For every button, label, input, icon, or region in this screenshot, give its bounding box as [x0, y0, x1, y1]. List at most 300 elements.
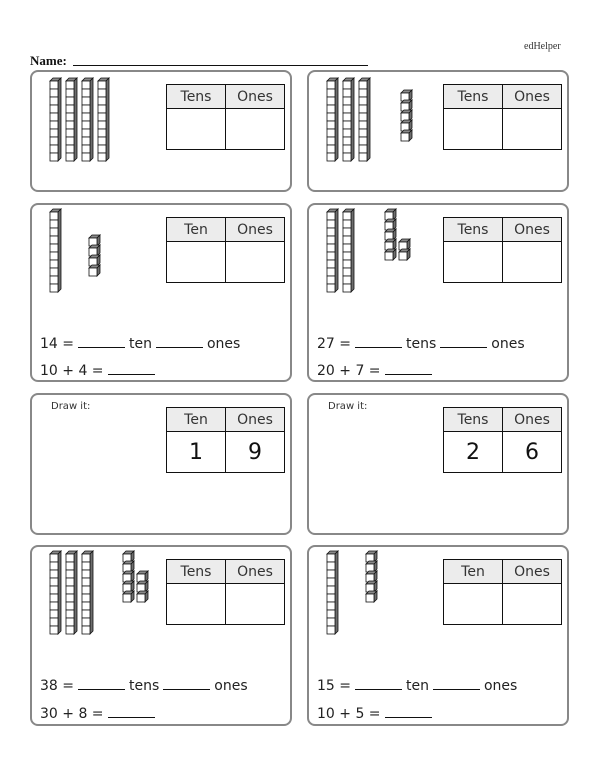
tens-blank[interactable]	[355, 688, 402, 690]
rod-unit	[50, 562, 58, 570]
ones-blank[interactable]	[156, 346, 203, 348]
ten-rod	[82, 551, 93, 634]
rod-unit	[98, 81, 106, 89]
rod-unit	[66, 97, 74, 105]
rod-unit	[327, 113, 335, 121]
rod-unit	[82, 570, 90, 578]
rod-unit	[343, 105, 351, 113]
ones-header: Ones	[226, 85, 285, 109]
ten-rod	[327, 78, 338, 161]
one-cube	[399, 249, 410, 260]
rod-unit	[343, 113, 351, 121]
ten-rod	[50, 551, 61, 634]
rod-unit	[50, 220, 58, 228]
rod-unit	[50, 228, 58, 236]
name-line[interactable]	[73, 65, 368, 66]
ones-value: 6	[503, 432, 562, 473]
rod-unit	[50, 268, 58, 276]
rod-unit	[50, 121, 58, 129]
rod-unit	[82, 610, 90, 618]
rod-unit	[66, 554, 74, 562]
ten-rod	[98, 78, 109, 161]
draw-it-label: Draw it:	[51, 401, 91, 412]
rod-unit	[50, 137, 58, 145]
one-cube	[401, 110, 412, 121]
ones-header: Ones	[503, 85, 562, 109]
tens-blank[interactable]	[78, 688, 125, 690]
ones-cell[interactable]	[503, 242, 562, 283]
base-ten-blocks	[32, 205, 172, 323]
draw-card-2	[307, 393, 569, 535]
one-cube	[401, 100, 412, 111]
one-cube	[123, 581, 134, 592]
rod-unit	[82, 137, 90, 145]
one-cube	[401, 130, 412, 141]
rod-unit	[343, 153, 351, 161]
rod-unit	[343, 97, 351, 105]
rod-unit	[327, 626, 335, 634]
sum-blank[interactable]	[108, 716, 155, 718]
one-cube	[399, 239, 410, 250]
ten-rod	[343, 209, 354, 292]
rod-unit	[359, 113, 367, 121]
rod-unit	[327, 570, 335, 578]
rod-unit	[50, 284, 58, 292]
rod-unit	[343, 121, 351, 129]
rod-unit	[82, 89, 90, 97]
one-cube	[137, 581, 148, 592]
ones-cell[interactable]	[226, 109, 285, 150]
place-value-table	[443, 217, 562, 283]
rod-unit	[50, 260, 58, 268]
rod-unit	[82, 81, 90, 89]
tens-cell[interactable]	[444, 242, 503, 283]
rod-unit	[327, 89, 335, 97]
one-cube	[401, 90, 412, 101]
rod-unit	[343, 244, 351, 252]
tens-value: 1	[167, 432, 226, 473]
rod-unit	[50, 570, 58, 578]
rod-unit	[66, 137, 74, 145]
tens-unit-label: tens	[129, 678, 160, 694]
ones-header: Ones	[226, 560, 285, 584]
rod-unit	[50, 586, 58, 594]
rod-unit	[327, 236, 335, 244]
ones-blank[interactable]	[440, 346, 487, 348]
brand-label: edHelper	[524, 41, 561, 52]
rod-unit	[327, 153, 335, 161]
rod-unit	[66, 626, 74, 634]
rod-side	[106, 78, 109, 161]
equation-line-2	[317, 706, 436, 722]
cube-front	[399, 252, 407, 260]
rod-unit	[343, 89, 351, 97]
one-cube	[385, 209, 396, 220]
rod-unit	[50, 97, 58, 105]
rod-unit	[98, 105, 106, 113]
tens-unit-label: tens	[406, 336, 437, 352]
place-value-table	[166, 559, 285, 625]
rod-unit	[327, 260, 335, 268]
rod-unit	[66, 113, 74, 121]
rod-unit	[343, 228, 351, 236]
rod-unit	[82, 586, 90, 594]
cube-front	[123, 594, 131, 602]
rod-unit	[82, 113, 90, 121]
rod-unit	[50, 89, 58, 97]
one-cube	[366, 571, 377, 582]
ones-blank[interactable]	[163, 688, 210, 690]
one-cube	[123, 571, 134, 582]
one-cube	[385, 239, 396, 250]
ten-rod	[66, 551, 77, 634]
place-value-table	[166, 407, 285, 473]
expanded-form-label: 10 + 5 =	[317, 706, 381, 722]
one-cube	[89, 255, 100, 266]
ones-unit-label: ones	[214, 678, 248, 694]
ones-header: Ones	[226, 408, 285, 432]
rod-unit	[50, 212, 58, 220]
drawing-area[interactable]	[36, 417, 161, 527]
ones-unit-label: ones	[491, 336, 525, 352]
tens-cell[interactable]	[167, 584, 226, 625]
one-cube	[366, 581, 377, 592]
rod-unit	[82, 97, 90, 105]
rod-side	[90, 78, 93, 161]
place-value-table	[443, 559, 562, 625]
cube-front	[401, 133, 409, 141]
place-value-table	[166, 84, 285, 150]
rod-unit	[98, 97, 106, 105]
rod-side	[74, 78, 77, 161]
base-ten-blocks	[309, 72, 449, 190]
rod-unit	[82, 121, 90, 129]
one-cube	[385, 249, 396, 260]
tens-header: Tens	[444, 85, 503, 109]
rod-unit	[66, 562, 74, 570]
rod-unit	[66, 570, 74, 578]
rod-unit	[343, 260, 351, 268]
tens-header: Tens	[444, 218, 503, 242]
rod-unit	[82, 618, 90, 626]
rod-side	[351, 78, 354, 161]
rod-unit	[327, 129, 335, 137]
rod-unit	[327, 81, 335, 89]
base-ten-blocks	[32, 72, 172, 190]
rod-unit	[327, 578, 335, 586]
ten-rod	[82, 78, 93, 161]
one-cube	[401, 120, 412, 131]
tens-header: Tens	[167, 560, 226, 584]
tens-unit-label: ten	[129, 336, 152, 352]
tens-header: Ten	[444, 560, 503, 584]
rod-unit	[66, 153, 74, 161]
rod-unit	[50, 554, 58, 562]
rod-unit	[82, 145, 90, 153]
rod-unit	[50, 236, 58, 244]
one-cube	[137, 571, 148, 582]
rod-unit	[343, 129, 351, 137]
tens-unit-label: ten	[406, 678, 429, 694]
one-cube	[366, 591, 377, 602]
rod-unit	[359, 153, 367, 161]
tens-value: 2	[444, 432, 503, 473]
cube-front	[366, 594, 374, 602]
one-cube	[89, 235, 100, 246]
equation-line-2	[40, 706, 159, 722]
rod-unit	[343, 81, 351, 89]
ones-blank[interactable]	[433, 688, 480, 690]
rod-unit	[98, 121, 106, 129]
rod-unit	[98, 113, 106, 121]
equation-line-1	[317, 336, 525, 352]
rod-unit	[327, 105, 335, 113]
tens-header: Tens	[167, 85, 226, 109]
equation-line-1	[317, 678, 517, 694]
problem-card-2	[307, 70, 569, 192]
rod-unit	[66, 602, 74, 610]
problem-card-5	[30, 545, 292, 726]
rod-unit	[82, 594, 90, 602]
ones-value: 9	[226, 432, 285, 473]
rod-unit	[359, 137, 367, 145]
rod-unit	[50, 153, 58, 161]
tens-blank[interactable]	[355, 346, 402, 348]
ten-rod	[343, 78, 354, 161]
rod-unit	[359, 89, 367, 97]
rod-unit	[343, 276, 351, 284]
sum-blank[interactable]	[385, 716, 432, 718]
ones-header: Ones	[226, 218, 285, 242]
rod-unit	[327, 212, 335, 220]
equation-line-2	[40, 363, 159, 379]
rod-unit	[359, 97, 367, 105]
rod-unit	[343, 145, 351, 153]
rod-side	[58, 209, 61, 292]
rod-unit	[343, 137, 351, 145]
draw-it-label: Draw it:	[328, 401, 368, 412]
one-cube	[385, 219, 396, 230]
ones-header: Ones	[503, 408, 562, 432]
ten-rod	[359, 78, 370, 161]
rod-unit	[50, 626, 58, 634]
rod-unit	[50, 105, 58, 113]
tens-cell[interactable]	[167, 242, 226, 283]
cube-front	[137, 594, 145, 602]
one-cube	[366, 561, 377, 572]
rod-unit	[50, 594, 58, 602]
rod-unit	[327, 276, 335, 284]
rod-unit	[327, 121, 335, 129]
problem-card-3	[30, 203, 292, 382]
rod-unit	[66, 578, 74, 586]
rod-unit	[50, 610, 58, 618]
tens-header: Tens	[444, 408, 503, 432]
base-ten-blocks	[32, 547, 172, 665]
number-label: 38 =	[40, 678, 74, 694]
rod-unit	[327, 610, 335, 618]
rod-unit	[327, 244, 335, 252]
cube-front	[89, 268, 97, 276]
one-cube	[123, 591, 134, 602]
rod-unit	[327, 554, 335, 562]
rod-side	[367, 78, 370, 161]
rod-unit	[359, 129, 367, 137]
tens-blank[interactable]	[78, 346, 125, 348]
rod-side	[335, 209, 338, 292]
rod-side	[58, 551, 61, 634]
rod-unit	[343, 212, 351, 220]
ten-rod	[66, 78, 77, 161]
rod-unit	[50, 602, 58, 610]
one-cube	[89, 245, 100, 256]
rod-side	[58, 78, 61, 161]
place-value-table	[166, 217, 285, 283]
ones-header: Ones	[503, 560, 562, 584]
ones-cell[interactable]	[503, 584, 562, 625]
rod-unit	[343, 252, 351, 260]
one-cube	[89, 265, 100, 276]
rod-unit	[98, 153, 106, 161]
rod-unit	[82, 153, 90, 161]
rod-unit	[359, 145, 367, 153]
rod-unit	[50, 244, 58, 252]
expanded-form-label: 30 + 8 =	[40, 706, 104, 722]
rod-unit	[359, 81, 367, 89]
rod-unit	[327, 228, 335, 236]
rod-unit	[327, 618, 335, 626]
rod-unit	[82, 105, 90, 113]
rod-side	[335, 78, 338, 161]
ten-rod	[327, 209, 338, 292]
cube-front	[385, 252, 393, 260]
one-cube	[385, 229, 396, 240]
number-label: 15 =	[317, 678, 351, 694]
place-value-table	[443, 84, 562, 150]
rod-unit	[327, 97, 335, 105]
place-value-table	[443, 407, 562, 473]
rod-unit	[50, 618, 58, 626]
rod-unit	[66, 594, 74, 602]
ten-rod	[50, 78, 61, 161]
draw-card-1	[30, 393, 292, 535]
rod-unit	[343, 268, 351, 276]
rod-unit	[66, 610, 74, 618]
rod-unit	[98, 89, 106, 97]
problem-card-1	[30, 70, 292, 192]
rod-unit	[50, 276, 58, 284]
number-label: 14 =	[40, 336, 74, 352]
ones-unit-label: ones	[483, 678, 518, 694]
rod-unit	[66, 105, 74, 113]
one-cube	[123, 561, 134, 572]
rod-unit	[327, 586, 335, 594]
rod-unit	[66, 586, 74, 594]
one-cube	[123, 551, 134, 562]
ones-header: Ones	[503, 218, 562, 242]
rod-unit	[82, 626, 90, 634]
rod-unit	[327, 562, 335, 570]
drawing-area[interactable]	[313, 417, 438, 527]
base-ten-blocks	[309, 205, 449, 323]
problem-card-6	[307, 545, 569, 726]
rod-side	[90, 551, 93, 634]
rod-unit	[327, 594, 335, 602]
rod-unit	[327, 284, 335, 292]
equation-line-2	[317, 363, 436, 379]
rod-unit	[66, 81, 74, 89]
ten-rod	[327, 551, 338, 634]
rod-unit	[66, 618, 74, 626]
rod-unit	[50, 113, 58, 121]
one-cube	[366, 551, 377, 562]
rod-unit	[359, 105, 367, 113]
number-label: 27 =	[317, 336, 351, 352]
problem-card-4	[307, 203, 569, 382]
rod-unit	[327, 252, 335, 260]
rod-unit	[50, 129, 58, 137]
rod-unit	[82, 129, 90, 137]
tens-cell[interactable]	[167, 109, 226, 150]
one-cube	[137, 591, 148, 602]
ten-rod	[50, 209, 61, 292]
ones-cell[interactable]	[503, 109, 562, 150]
expanded-form-label: 20 + 7 =	[317, 363, 381, 379]
rod-unit	[327, 220, 335, 228]
rod-unit	[82, 562, 90, 570]
rod-unit	[82, 578, 90, 586]
name-label: Name:	[30, 53, 67, 68]
rod-unit	[343, 236, 351, 244]
base-ten-blocks	[309, 547, 449, 665]
equation-line-1	[40, 678, 248, 694]
expanded-form-label: 10 + 4 =	[40, 363, 104, 379]
rod-unit	[343, 220, 351, 228]
rod-unit	[66, 145, 74, 153]
ones-cell[interactable]	[226, 242, 285, 283]
rod-unit	[327, 145, 335, 153]
rod-unit	[66, 121, 74, 129]
sum-blank[interactable]	[108, 373, 155, 375]
rod-unit	[66, 89, 74, 97]
rod-unit	[50, 81, 58, 89]
rod-side	[335, 551, 338, 634]
rod-unit	[66, 129, 74, 137]
ones-cell[interactable]	[226, 584, 285, 625]
ones-unit-label: ones	[206, 336, 241, 352]
rod-unit	[50, 578, 58, 586]
rod-unit	[327, 268, 335, 276]
rod-unit	[327, 137, 335, 145]
tens-header: Ten	[167, 218, 226, 242]
rod-unit	[98, 145, 106, 153]
rod-unit	[50, 145, 58, 153]
rod-unit	[82, 554, 90, 562]
tens-cell[interactable]	[444, 109, 503, 150]
rod-unit	[50, 252, 58, 260]
rod-side	[351, 209, 354, 292]
tens-header: Ten	[167, 408, 226, 432]
rod-unit	[82, 602, 90, 610]
rod-unit	[359, 121, 367, 129]
rod-unit	[327, 602, 335, 610]
rod-unit	[343, 284, 351, 292]
equation-line-1	[40, 336, 240, 352]
tens-cell[interactable]	[444, 584, 503, 625]
sum-blank[interactable]	[385, 373, 432, 375]
rod-unit	[98, 137, 106, 145]
rod-unit	[98, 129, 106, 137]
